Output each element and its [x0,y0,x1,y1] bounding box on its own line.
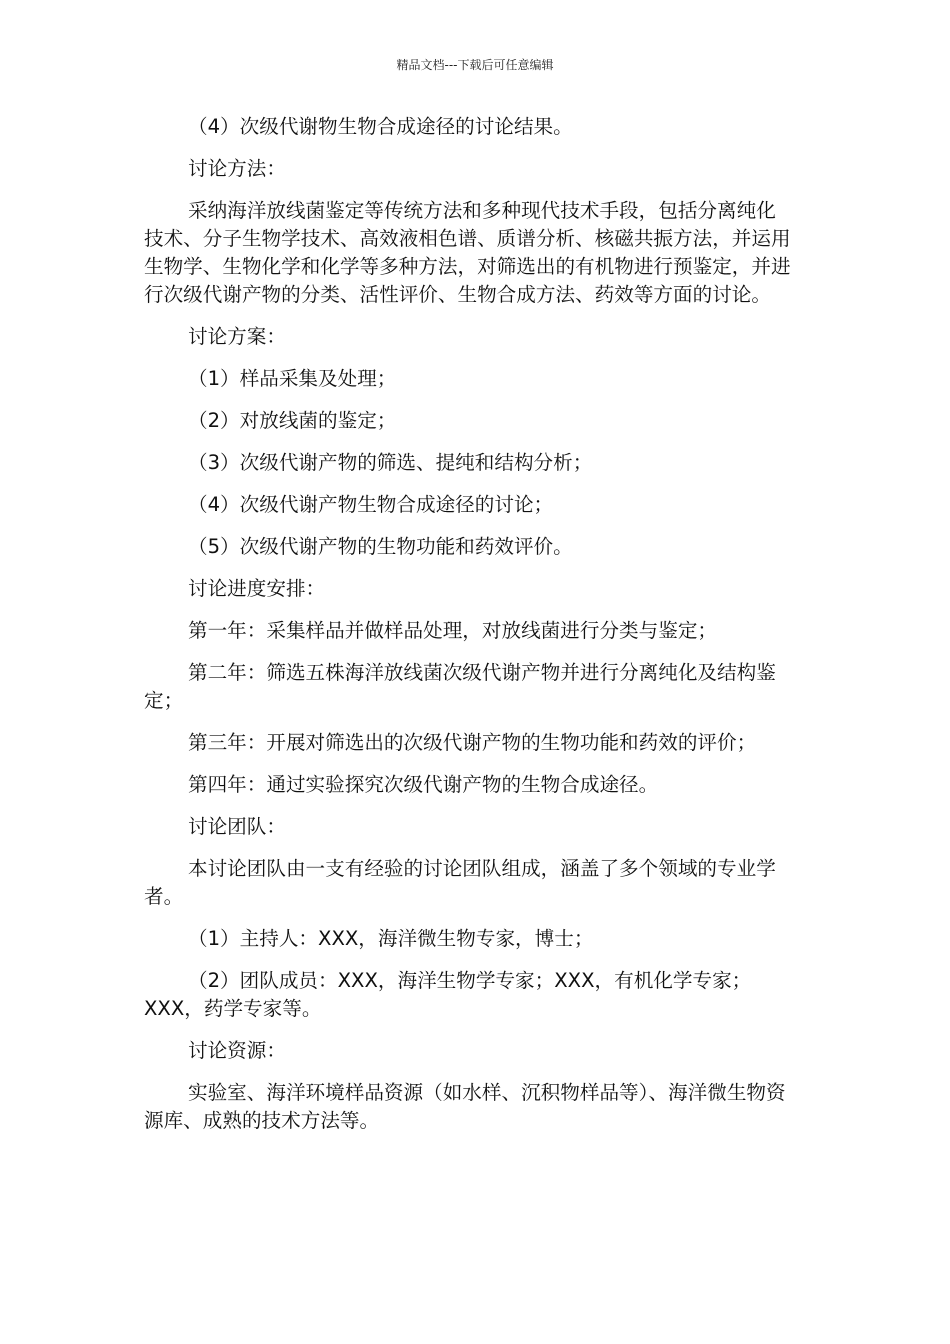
paragraph-team: 本讨论团队由一支有经验的讨论团队组成，涵盖了多个领域的专业学者。 [144,857,776,908]
paragraph-methods: 采纳海洋放线菌鉴定等传统方法和多种现代技术手段，包括分离纯化技术、分子生物学技术、高效液相色谱、质谱分析、核磁共振方法，并运用生物学、生物化学和化学等多种方法，对筛选出的有机物进行预鉴定，并进行次级代谢产物的分类、活性评价、生物合成方法、药效等方面的讨论。 [144,199,791,306]
plan-item-4: （4）次级代谢产物生物合成途径的讨论； [188,493,554,516]
paragraph-result-4: （4）次级代谢物生物合成途径的讨论结果。 [188,115,573,138]
document-body [144,113,794,1135]
plan-item-2: （2）对放线菌的鉴定； [188,409,397,432]
heading-resources: 讨论资源： [188,1039,286,1062]
page-header: 精品文档---下载后可任意编辑 [396,58,554,72]
heading-team: 讨论团队： [188,815,286,838]
schedule-year-2: 第二年：筛选五株海洋放线菌次级代谢产物并进行分离纯化及结构鉴定； [144,661,776,712]
heading-methods: 讨论方法： [188,157,286,180]
paragraph-resources: 实验室、海洋环境样品资源（如水样、沉积物样品等）、海洋微生物资源库、成熟的技术方法等。 [144,1081,786,1132]
plan-item-1: （1）样品采集及处理； [188,367,397,390]
schedule-year-1: 第一年：采集样品并做样品处理，对放线菌进行分类与鉴定； [188,619,718,642]
schedule-year-4: 第四年：通过实验探究次级代谢产物的生物合成途径。 [188,773,659,796]
team-members: （2）团队成员：XXX，海洋生物学专家；XXX，有机化学专家；XXX，药学专家等。 [144,969,752,1020]
schedule-year-3: 第三年：开展对筛选出的次级代谢产物的生物功能和药效的评价； [188,731,757,754]
plan-item-3: （3）次级代谢产物的筛选、提纯和结构分析； [188,451,593,474]
plan-item-5: （5）次级代谢产物的生物功能和药效评价。 [188,535,573,558]
heading-schedule: 讨论进度安排： [188,577,326,600]
team-host: （1）主持人：XXX，海洋微生物专家，博士； [188,927,594,950]
heading-plan: 讨论方案： [188,325,286,348]
